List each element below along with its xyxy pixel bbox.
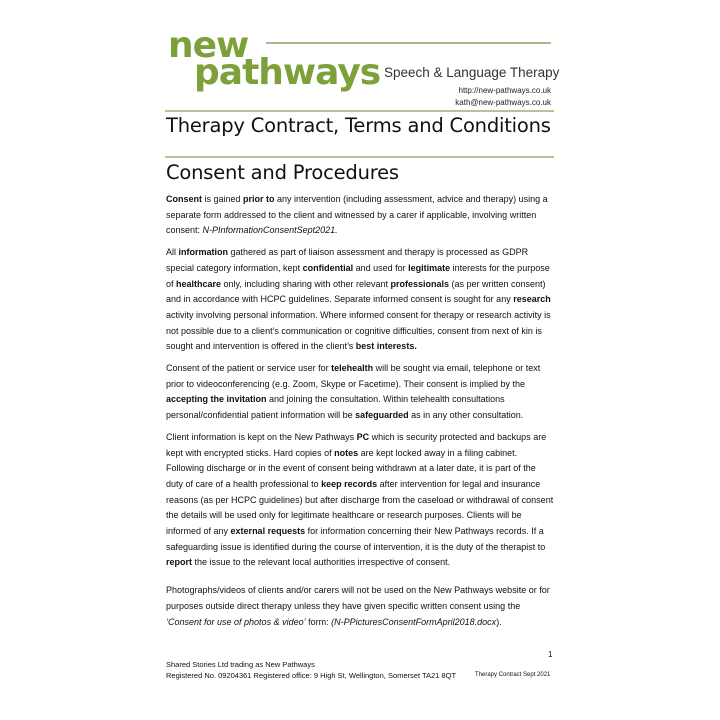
text: as in any other consultation.: [408, 410, 524, 421]
footer-registration: Registered No. 09204361 Registered office: 9 High St, Wellington, Somerset TA21 8QT: [166, 671, 457, 680]
text: which is security protected and backups are kept with encrypted sticks. Hard copies of: [166, 431, 547, 458]
document-title: Therapy Contract, Terms and Conditions: [166, 114, 551, 137]
term: report: [166, 557, 193, 568]
paragraph-photographs: [166, 583, 554, 630]
term: research: [513, 294, 551, 305]
term: best interests.: [355, 341, 417, 352]
text: form:: [305, 616, 332, 627]
tagline: Speech & Language Therapy: [384, 65, 560, 80]
form-name: ‘Consent for use of photos & video’: [166, 616, 306, 627]
text: Consent of the patient or service user for: [166, 363, 332, 374]
term: telehealth: [331, 363, 374, 374]
paragraph-information: [166, 245, 554, 355]
term: professionals: [390, 278, 450, 289]
body-text: [166, 192, 554, 636]
text: for information concerning their New Pathways records. If a safeguarding issue is identified during the course of intervention, it is the duty of the therapist to: [166, 526, 546, 552]
text: only, including sharing with other relevant: [221, 278, 391, 289]
text: activity involving personal information. Where informed consent for therapy or research activity is not possible due to a client’s communication or cognitive difficulties, consent from next of kin is sought and intervention is offered in the client’s: [166, 309, 551, 352]
term: confidential: [302, 262, 354, 273]
logo-word-new: new: [168, 25, 249, 66]
email-link[interactable]: kath@new-pathways.co.uk: [455, 98, 551, 107]
website-link[interactable]: http://new-pathways.co.uk: [458, 86, 551, 95]
term: information: [178, 247, 229, 258]
page-number: 1: [548, 650, 553, 659]
footer-company: Shared Stories Ltd trading as New Pathways: [166, 660, 315, 669]
text: All: [166, 247, 179, 258]
text: is gained: [202, 194, 244, 204]
term: PC: [356, 431, 370, 442]
term: notes: [334, 447, 359, 458]
text: (as per written consent) and in accordance with HCPC guidelines. Separate informed consent is sought for any: [166, 278, 546, 305]
text: Photographs/videos of clients and/or carers will not be used on the New Pathways website or for purposes outside direct therapy unless they have given specific written consent using the: [166, 585, 550, 611]
paragraph-records: [166, 430, 554, 571]
paragraph-consent: [166, 192, 554, 239]
text: after intervention for legal and insurance reasons (as per HCPC guidelines) but after discharge from the caseload or withdrawal of consent the details will be used only for legitimate healthcare or research purposes. Clients will be informed of any: [166, 478, 554, 537]
text: and joining the consultation. Within telehealth consultations personal/confidential patient information will be: [166, 394, 505, 421]
text: and used for: [353, 262, 409, 273]
form-reference: (N-PPicturesConsentFormApril2018.docx: [331, 616, 497, 627]
text: the issue to the relevant local authorities irrespective of consent.: [192, 557, 451, 568]
text: ).: [496, 616, 502, 627]
term: external requests: [230, 526, 306, 537]
text: interests for the purpose of: [166, 262, 550, 289]
term: legitimate: [408, 262, 451, 273]
title-divider: [165, 110, 554, 112]
text: are kept locked away in a filing cabinet. Following discharge or in the event of consent being withdrawn at a later date, it is part of the duty of care of a health professional to: [166, 447, 536, 489]
term: keep records: [321, 478, 378, 489]
paragraph-telehealth: [166, 361, 554, 424]
form-reference: N-PInformationConsentSept2021.: [202, 225, 338, 236]
text: any intervention (including assessment, advice and therapy) using a separate form addressed to the client and witnessed by a carer if applicable, involving written consent:: [166, 194, 548, 236]
term: accepting the invitation: [166, 394, 267, 405]
term: healthcare: [176, 278, 222, 289]
logo-divider: [266, 42, 551, 44]
logo-word-pathways: pathways: [194, 52, 381, 93]
term: Consent: [166, 194, 202, 204]
text: Client information is kept on the New Pathways: [166, 431, 357, 442]
text: gathered as part of liaison assessment and therapy is processed as GDPR special category information, kept: [166, 247, 529, 273]
section-heading: Consent and Procedures: [166, 161, 399, 184]
footer-document-reference: Therapy Contract Sept 2021: [475, 672, 551, 678]
text: will be sought via email, telephone or text prior to videoconferencing (e.g. Zoom, Skype or Facetime). Their consent is implied by the: [166, 363, 541, 389]
section-divider: [165, 156, 554, 158]
term: prior to: [243, 194, 275, 204]
term: safeguarded: [355, 410, 409, 421]
